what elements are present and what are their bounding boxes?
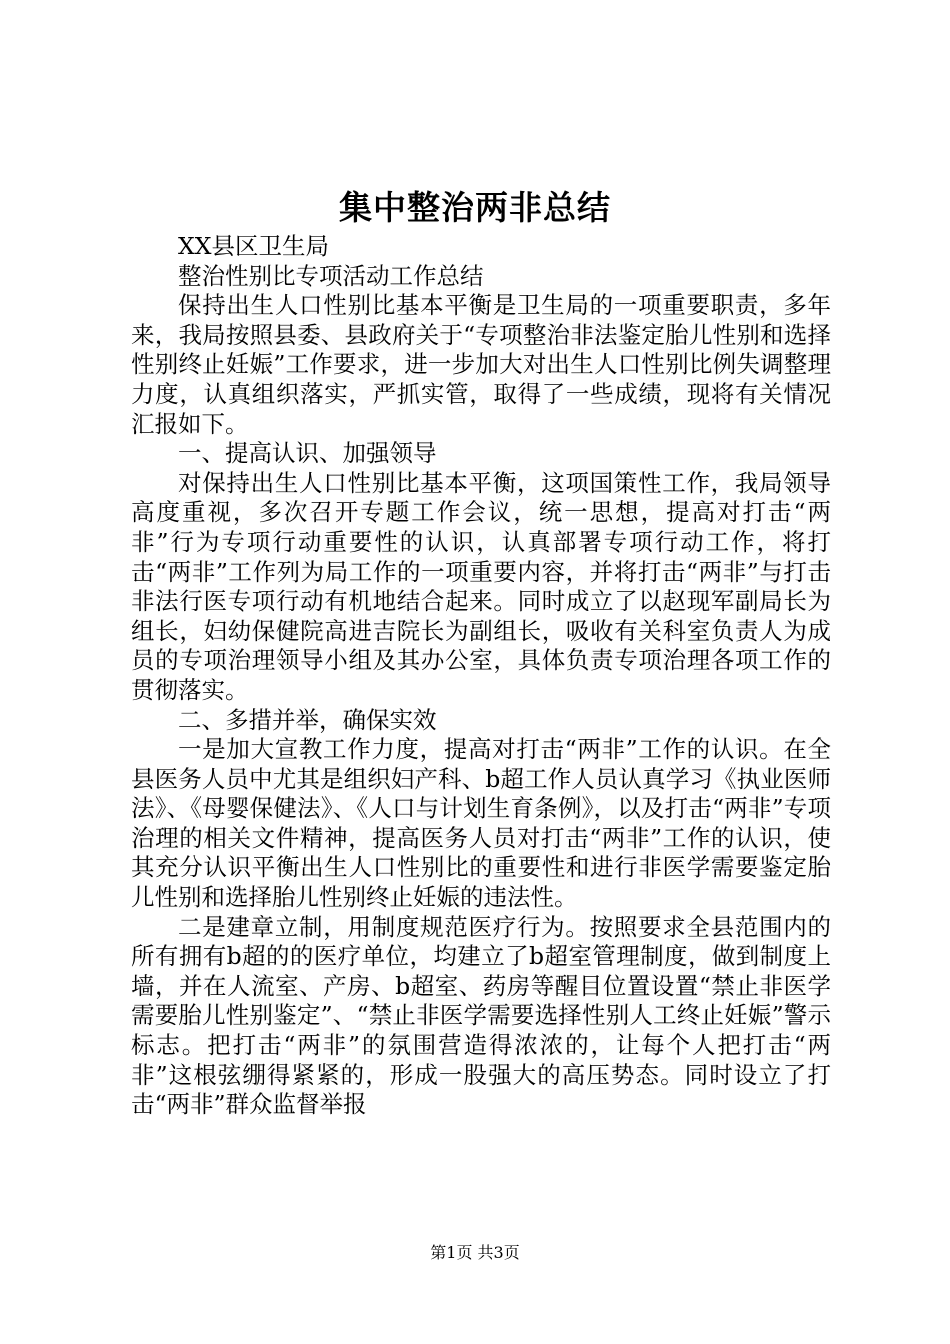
- section-1-paragraph: 对保持出生人口性别比基本平衡，这项国策性工作，我局领导高度重视，多次召开专题工作会议，统一思想，提高对打击“两非”行为专项行动重要性的认识，认真部署专项行动工作，将打击“两非”工作列为局工作的一项重要内容，并将打击“两非”与打击非法行医专项行动有机地结合起来。同时成立了以赵现军副局长为组长，妇幼保健院高进吉院长为副组长，吸收有关科室负责人为成员的专项治理领导小组及其办公室，具体负责专项治理各项工作的贯彻落实。: [131, 468, 831, 704]
- subtitle-line: 整治性别比专项活动工作总结: [178, 261, 484, 290]
- section-2-paragraph-1: 一是加大宣教工作力度，提高对打击“两非”工作的认识。在全县医务人员中尤其是组织妇产科、b超工作人员认真学习《执业医师法》、《母婴保健法》、《人口与计划生育条例》，以及打击“两非”专项治理的相关文件精神，提高医务人员对打击“两非”工作的认识，使其充分认识平衡出生人口性别比的重要性和进行非医学需要鉴定胎儿性别和选择胎儿性别终止妊娠的违法性。: [131, 735, 831, 912]
- section-heading-2: 二、多措并举，确保实效: [178, 705, 437, 734]
- section-2-paragraph-2: 二是建章立制，用制度规范医疗行为。按照要求全县范围内的所有拥有b超的的医疗单位，均建立了b超室管理制度，做到制度上墙，并在人流室、产房、b超室、药房等醒目位置设置“禁止非医学需要胎儿性别鉴定”、“禁止非医学需要选择性别人工终止妊娠”警示标志。把打击“两非”的氛围营造得浓浓的，让每个人把打击“两非”这根弦绷得紧紧的，形成一股强大的高压势态。同时设立了打击“两非”群众监督举报: [131, 912, 831, 1119]
- section-heading-1: 一、提高认识、加强领导: [178, 439, 437, 468]
- document-title: 集中整治两非总结: [339, 188, 611, 227]
- document-body: [131, 232, 831, 1120]
- issuer-line: XX县区卫生局: [178, 232, 329, 260]
- page-number: 第1页 共3页: [430, 1243, 520, 1262]
- page-footer: [0, 1242, 950, 1264]
- intro-paragraph: 保持出生人口性别比基本平衡是卫生局的一项重要职责，多年来，我局按照县委、县政府关于“专项整治非法鉴定胎儿性别和选择性别终止妊娠”工作要求，进一步加大对出生人口性别比例失调整理力度，认真组织落实，严抓实管，取得了一些成绩，现将有关情况汇报如下。: [131, 291, 831, 438]
